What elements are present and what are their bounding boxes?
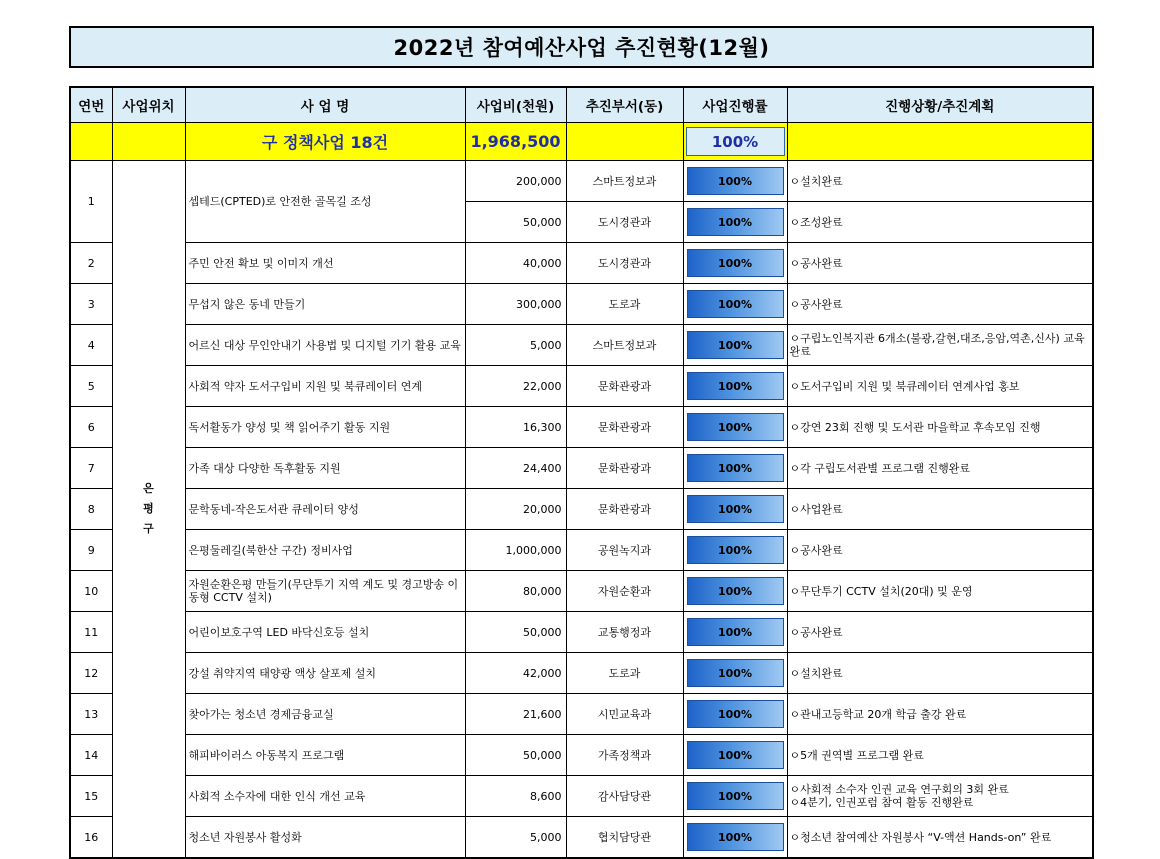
- table-row: [70, 489, 1093, 530]
- table-row: [70, 653, 1093, 694]
- table-row: [70, 325, 1093, 366]
- row-status: [787, 448, 1093, 489]
- row-dept: 문화관광과: [566, 489, 683, 530]
- row-status: [787, 571, 1093, 612]
- header-rate: 사업진행률: [683, 87, 787, 123]
- row-rate-cell: [683, 735, 787, 776]
- status-line: ㅇ청소년 참여예산 자원봉사 “V-액션 Hands-on” 완료: [789, 830, 1052, 844]
- row-rate-cell: [683, 612, 787, 653]
- status-line: ㅇ도서구입비 지원 및 북큐레이터 연계사업 홍보: [789, 379, 1020, 393]
- row-dept: 교통행정과: [566, 612, 683, 653]
- status-line: ㅇ관내고등학교 20개 학급 출강 완료: [789, 707, 967, 721]
- progress-bar: 100%: [687, 372, 784, 400]
- row-budget: 22,000: [465, 366, 566, 407]
- row-dept: 문화관광과: [566, 366, 683, 407]
- table-row: [70, 694, 1093, 735]
- row-status: [787, 325, 1093, 366]
- table-row: [70, 407, 1093, 448]
- header-row: [70, 87, 1093, 123]
- row-budget: 20,000: [465, 489, 566, 530]
- table-row: [70, 776, 1093, 817]
- table-row: [70, 571, 1093, 612]
- row-no: 2: [70, 243, 112, 284]
- row-dept: 자원순환과: [566, 571, 683, 612]
- header-location: 사업위치: [112, 87, 185, 123]
- header-status: 진행상황/추진계획: [787, 87, 1093, 123]
- progress-bar: 100%: [687, 208, 784, 236]
- header-no: 연번: [70, 87, 112, 123]
- row-rate-cell: [683, 202, 787, 243]
- row-name: 사회적 소수자에 대한 인식 개선 교육: [185, 776, 465, 817]
- summary-row: [70, 123, 1093, 161]
- row-name: 셉테드(CPTED)로 안전한 골목길 조성: [185, 161, 465, 243]
- status-line: ㅇ구립노인복지관 6개소(불광,갈현,대조,응암,역촌,신사) 교육완료: [789, 332, 1085, 358]
- row-dept: 협치담당관: [566, 817, 683, 859]
- progress-bar: 100%: [687, 167, 784, 195]
- summary-rate-cell: [683, 123, 787, 161]
- progress-bar: 100%: [687, 495, 784, 523]
- row-budget: 300,000: [465, 284, 566, 325]
- row-name: 사회적 약자 도서구입비 지원 및 북큐레이터 연계: [185, 366, 465, 407]
- summary-status-cell: [787, 123, 1093, 161]
- row-status: [787, 202, 1093, 243]
- row-budget: 50,000: [465, 202, 566, 243]
- summary-location-cell: [112, 123, 185, 161]
- progress-bar: 100%: [687, 249, 784, 277]
- row-rate-cell: [683, 448, 787, 489]
- location-char: 평: [143, 502, 154, 515]
- progress-bar: 100%: [687, 823, 784, 851]
- row-rate-cell: [683, 161, 787, 202]
- header-dept: 추진부서(동): [566, 87, 683, 123]
- row-no: 4: [70, 325, 112, 366]
- status-line: ㅇ사업완료: [789, 502, 843, 516]
- row-budget: 24,400: [465, 448, 566, 489]
- progress-bar: 100%: [687, 413, 784, 441]
- summary-budget: 1,968,500: [465, 123, 566, 161]
- row-rate-cell: [683, 653, 787, 694]
- row-no: 9: [70, 530, 112, 571]
- row-name: 강설 취약지역 태양광 액상 살포제 설치: [185, 653, 465, 694]
- progress-bar: 100%: [687, 536, 784, 564]
- row-name: 가족 대상 다양한 독후활동 지원: [185, 448, 465, 489]
- row-name: 청소년 자원봉사 활성화: [185, 817, 465, 859]
- progress-bar: 100%: [687, 741, 784, 769]
- progress-bar: 100%: [687, 331, 784, 359]
- row-no: 1: [70, 161, 112, 243]
- progress-bar: 100%: [687, 454, 784, 482]
- row-dept: 도로과: [566, 653, 683, 694]
- row-rate-cell: [683, 366, 787, 407]
- row-dept: 도로과: [566, 284, 683, 325]
- table-row: [70, 735, 1093, 776]
- progress-bar: 100%: [687, 700, 784, 728]
- status-line: ㅇ4분기, 인권포럼 참여 활동 진행완료: [789, 796, 974, 809]
- row-name: 주민 안전 확보 및 이미지 개선: [185, 243, 465, 284]
- row-no: 5: [70, 366, 112, 407]
- row-status: [787, 243, 1093, 284]
- budget-table: [69, 86, 1094, 859]
- row-no: 12: [70, 653, 112, 694]
- row-no: 10: [70, 571, 112, 612]
- row-name: 독서활동가 양성 및 책 읽어주기 활동 지원: [185, 407, 465, 448]
- row-dept: 가족정책과: [566, 735, 683, 776]
- row-status: [787, 694, 1093, 735]
- row-status: [787, 653, 1093, 694]
- row-rate-cell: [683, 243, 787, 284]
- progress-bar: 100%: [687, 782, 784, 810]
- status-line: ㅇ강연 23회 진행 및 도서관 마을학교 후속모임 진행: [789, 420, 1041, 434]
- status-line: ㅇ설치완료: [789, 174, 843, 188]
- row-rate-cell: [683, 407, 787, 448]
- row-rate-cell: [683, 530, 787, 571]
- row-status: [787, 530, 1093, 571]
- row-rate-cell: [683, 776, 787, 817]
- row-name: 찾아가는 청소년 경제금융교실: [185, 694, 465, 735]
- row-name: 어르신 대상 무인안내기 사용법 및 디지털 기기 활용 교육: [185, 325, 465, 366]
- row-no: 16: [70, 817, 112, 859]
- status-line: ㅇ공사완료: [789, 543, 843, 557]
- status-line: ㅇ5개 권역별 프로그램 완료: [789, 748, 924, 762]
- row-dept: 스마트정보과: [566, 161, 683, 202]
- table-row: [70, 284, 1093, 325]
- row-budget: 42,000: [465, 653, 566, 694]
- row-status: [787, 284, 1093, 325]
- row-name: 해피바이러스 아동복지 프로그램: [185, 735, 465, 776]
- status-line: ㅇ공사완료: [789, 297, 843, 311]
- status-line: ㅇ조성완료: [789, 215, 843, 229]
- table-row: [70, 612, 1093, 653]
- table-row: [70, 366, 1093, 407]
- progress-bar: 100%: [687, 659, 784, 687]
- header-name: 사 업 명: [185, 87, 465, 123]
- summary-no-cell: [70, 123, 112, 161]
- status-line: ㅇ설치완료: [789, 666, 843, 680]
- row-budget: 16,300: [465, 407, 566, 448]
- row-budget: 50,000: [465, 735, 566, 776]
- table-row: [70, 448, 1093, 489]
- row-dept: 감사담당관: [566, 776, 683, 817]
- row-rate-cell: [683, 284, 787, 325]
- table-row: [70, 817, 1093, 859]
- row-dept: 문화관광과: [566, 407, 683, 448]
- row-budget: 50,000: [465, 612, 566, 653]
- row-dept: 문화관광과: [566, 448, 683, 489]
- status-line: ㅇ각 구립도서관별 프로그램 진행완료: [789, 461, 971, 475]
- page-title: 2022년 참여예산사업 추진현황(12월): [69, 26, 1094, 68]
- row-status: [787, 776, 1093, 817]
- row-dept: 시민교육과: [566, 694, 683, 735]
- row-rate-cell: [683, 325, 787, 366]
- progress-bar: 100%: [687, 577, 784, 605]
- row-budget: 40,000: [465, 243, 566, 284]
- row-budget: 5,000: [465, 325, 566, 366]
- row-rate-cell: [683, 694, 787, 735]
- location-char: 은: [143, 482, 154, 495]
- status-line: ㅇ공사완료: [789, 625, 843, 639]
- header-budget: 사업비(천원): [465, 87, 566, 123]
- row-no: 11: [70, 612, 112, 653]
- table-row: [70, 161, 1093, 202]
- summary-dept-cell: [566, 123, 683, 161]
- row-budget: 1,000,000: [465, 530, 566, 571]
- row-no: 15: [70, 776, 112, 817]
- progress-bar: 100%: [687, 618, 784, 646]
- row-dept: 도시경관과: [566, 243, 683, 284]
- status-line: ㅇ공사완료: [789, 256, 843, 270]
- status-line: ㅇ무단투기 CCTV 설치(20대) 및 운영: [789, 584, 973, 598]
- row-budget: 80,000: [465, 571, 566, 612]
- row-name: 은평둘레길(북한산 구간) 정비사업: [185, 530, 465, 571]
- row-dept: 스마트정보과: [566, 325, 683, 366]
- row-dept: 도시경관과: [566, 202, 683, 243]
- location-char: 구: [143, 522, 154, 535]
- row-budget: 200,000: [465, 161, 566, 202]
- location-cell: [112, 161, 185, 859]
- row-no: 14: [70, 735, 112, 776]
- row-name: 무섭지 않은 동네 만들기: [185, 284, 465, 325]
- row-budget: 21,600: [465, 694, 566, 735]
- row-status: [787, 735, 1093, 776]
- row-dept: 공원녹지과: [566, 530, 683, 571]
- row-budget: 8,600: [465, 776, 566, 817]
- row-no: 13: [70, 694, 112, 735]
- row-no: 8: [70, 489, 112, 530]
- row-budget: 5,000: [465, 817, 566, 859]
- summary-rate: 100%: [686, 127, 785, 156]
- status-line: ㅇ사회적 소수자 인권 교육 연구회의 3회 완료: [789, 783, 1009, 796]
- row-status: [787, 407, 1093, 448]
- row-name: 문학동네-작은도서관 큐레이터 양성: [185, 489, 465, 530]
- table-row: [70, 530, 1093, 571]
- table-row: [70, 243, 1093, 284]
- row-rate-cell: [683, 817, 787, 859]
- row-rate-cell: [683, 489, 787, 530]
- row-no: 6: [70, 407, 112, 448]
- progress-bar: 100%: [687, 290, 784, 318]
- row-rate-cell: [683, 571, 787, 612]
- row-status: [787, 817, 1093, 859]
- row-status: [787, 161, 1093, 202]
- row-name: 자원순환은평 만들기(무단투기 지역 계도 및 경고방송 이동형 CCTV 설치): [185, 571, 465, 612]
- summary-name: 구 정책사업 18건: [185, 123, 465, 161]
- row-status: [787, 366, 1093, 407]
- row-status: [787, 612, 1093, 653]
- row-status: [787, 489, 1093, 530]
- row-no: 7: [70, 448, 112, 489]
- row-name: 어린이보호구역 LED 바닥신호등 설치: [185, 612, 465, 653]
- row-no: 3: [70, 284, 112, 325]
